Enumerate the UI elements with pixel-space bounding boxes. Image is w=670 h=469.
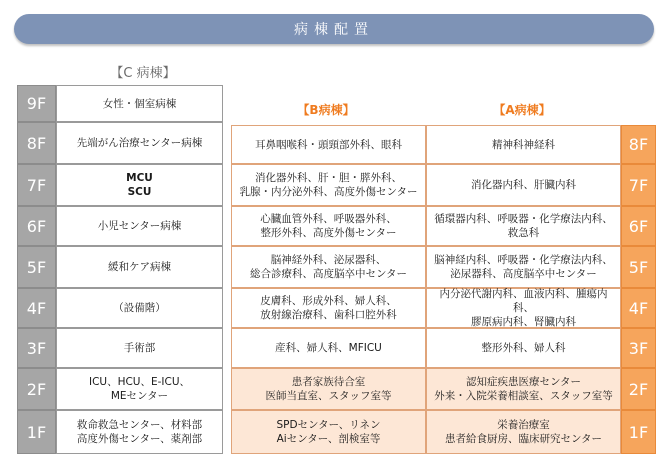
b-ward-cell: 産科、婦人科、MFICU	[231, 328, 426, 368]
c-floor-label: 6F	[17, 206, 56, 246]
a-ward-cell: 脳神経内科、呼吸器・化学療法内科、 泌尿器科、高度脳卒中センター	[426, 246, 621, 288]
a-ward-cell: 消化器内科、肝臓内科	[426, 164, 621, 206]
a-floor-label: 3F	[621, 328, 656, 368]
b-ward-cell: 脳神経外科、泌尿器科、 総合診療科、高度脳卒中センター	[231, 246, 426, 288]
a-ward-cell: 整形外科、婦人科	[426, 328, 621, 368]
b-ward-cell: 皮膚科、形成外科、婦人科、 放射線治療科、歯科口腔外科	[231, 288, 426, 328]
a-ward-cell: 認知症疾患医療センター 外来・入院栄養相談室、スタッフ室等	[426, 368, 621, 410]
c-floor-label: 4F	[17, 288, 56, 328]
a-ward-cell: 栄養治療室 患者給食厨房、臨床研究センター	[426, 410, 621, 454]
b-ward-cell: 心臓血管外科、呼吸器外科、 整形外科、高度外傷センター	[231, 206, 426, 246]
a-floor-label: 7F	[621, 164, 656, 206]
c-floor-label: 3F	[17, 328, 56, 368]
c-ward-cell: ICU、HCU、E-ICU、 MEセンター	[56, 368, 223, 410]
c-ward-cell: 小児センター病棟	[56, 206, 223, 246]
b-ward-cell: 患者家族待合室 医師当直室、スタッフ室等	[231, 368, 426, 410]
c-ward-cell: 救命救急センター、材料部 高度外傷センター、薬剤部	[56, 410, 223, 454]
c-floor-label: 7F	[17, 164, 56, 206]
b-ward-cell: SPDセンター、リネン Aiセンター、剖検室等	[231, 410, 426, 454]
c-ward-cell: MCU SCU	[56, 164, 223, 206]
a-floor-label: 6F	[621, 206, 656, 246]
a-floor-label: 8F	[621, 125, 656, 164]
c-floor-label: 8F	[17, 122, 56, 164]
c-floor-label: 1F	[17, 410, 56, 454]
a-floor-label: 2F	[621, 368, 656, 410]
c-floor-label: 2F	[17, 368, 56, 410]
b-ward-cell: 耳鼻咽喉科・頭頸部外科、眼科	[231, 125, 426, 164]
c-floor-label: 5F	[17, 246, 56, 288]
building-b-label: 【B病棟】	[297, 103, 355, 117]
a-ward-cell: 循環器内科、呼吸器・化学療法内科、 救急科	[426, 206, 621, 246]
a-floor-label: 1F	[621, 410, 656, 454]
c-ward-cell: 緩和ケア病棟	[56, 246, 223, 288]
a-floor-label: 5F	[621, 246, 656, 288]
c-ward-cell: 先端がん治療センター病棟	[56, 122, 223, 164]
b-ward-cell: 消化器外科、肝・胆・膵外科、 乳腺・内分泌外科、高度外傷センター	[231, 164, 426, 206]
a-floor-label: 4F	[621, 288, 656, 328]
building-a-label: 【A病棟】	[493, 103, 551, 117]
a-ward-cell: 精神科神経科	[426, 125, 621, 164]
c-floor-label: 9F	[17, 85, 56, 122]
c-ward-cell: （設備階）	[56, 288, 223, 328]
building-c-label: 【C 病棟】	[110, 66, 176, 81]
a-ward-cell: 内分泌代謝内科、血液内科、腫瘍内科、 膠原病内科、腎臓内科	[426, 288, 621, 328]
c-ward-cell: 女性・個室病棟	[56, 85, 223, 122]
c-ward-cell: 手術部	[56, 328, 223, 368]
page-title: 病棟配置	[14, 14, 654, 44]
